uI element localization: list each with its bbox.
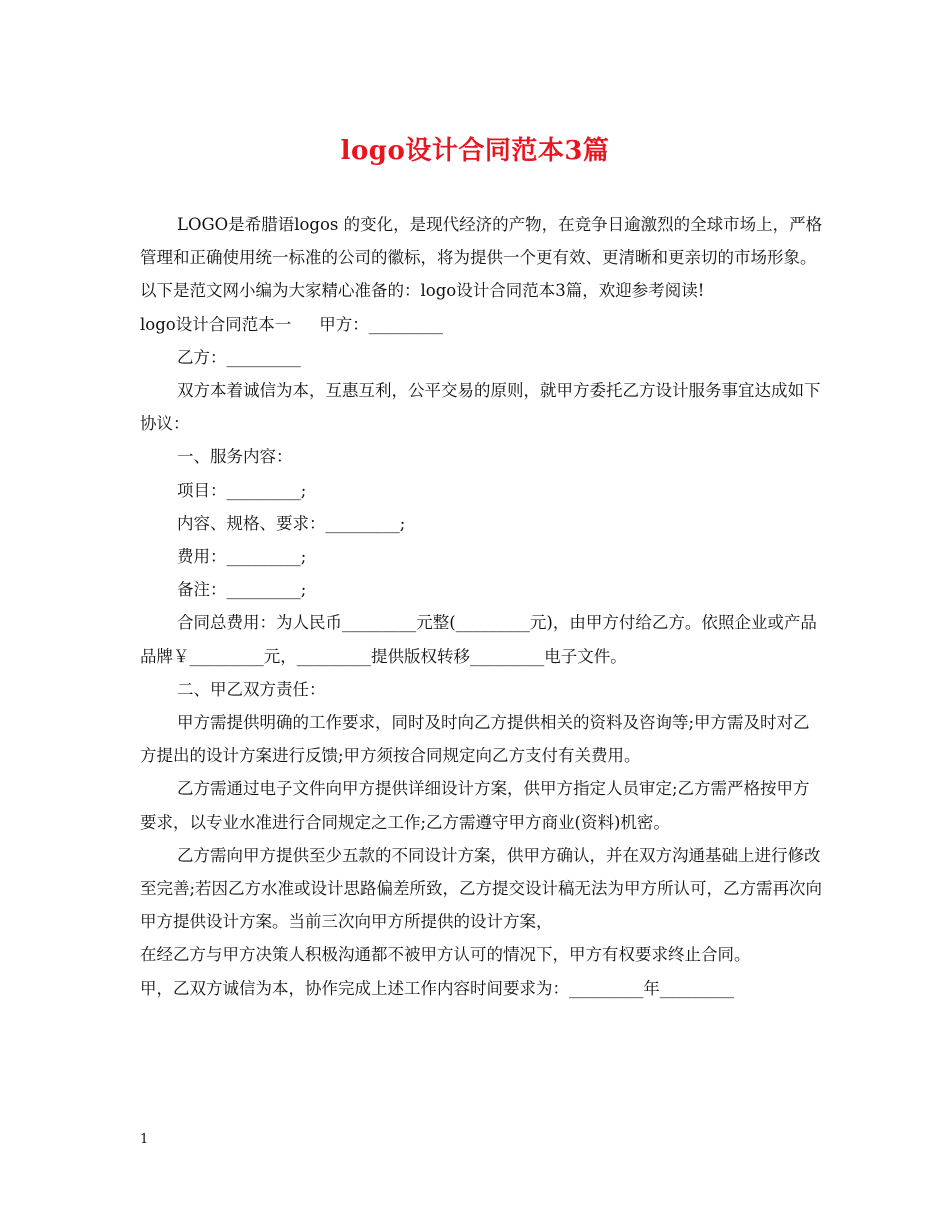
item-fee: 费用：_________; bbox=[177, 547, 307, 567]
duty-b-paragraph: 乙方需通过电子文件向甲方提供详细设计方案，供甲方指定人员审定;乙方需严格按甲方要求，以专业水准进行合同规定之工作;乙方需遵守甲方商业(资料)机密。 bbox=[140, 779, 810, 832]
section-one-heading: 一、服务内容： bbox=[177, 447, 293, 467]
party-a-field: 甲方：_________ bbox=[319, 314, 443, 334]
page-number: 1 bbox=[140, 1132, 149, 1147]
agreement-paragraph: 双方本着诚信为本，互惠互利，公平交易的原则，就甲方委托乙方设计服务事宜达成如下协议： bbox=[140, 381, 821, 434]
item-project: 项目：_________; bbox=[177, 480, 307, 500]
timeline-line: 甲，乙双方诚信为本，协作完成上述工作内容时间要求为：_________年_________ bbox=[140, 978, 734, 998]
item-note: 备注：_________; bbox=[177, 580, 307, 600]
party-b-field: 乙方：_________ bbox=[177, 347, 301, 367]
total-fee-paragraph: 合同总费用：为人民币_________元整(_________元)，由甲方付给乙方。依照企业或产品品牌￥_________元，_________提供版权转移_________电子文件。 bbox=[140, 613, 817, 666]
intro-paragraph: LOGO是希腊语logos 的变化，是现代经济的产物，在竞争日逾激烈的全球市场上，严格管理和正确使用统一标准的公司的徽标，将为提供一个更有效、更清晰和更亲切的市场形象。以下是范文网小编为大家精心准备的：logo设计合同范本3篇，欢迎参考阅读! bbox=[140, 215, 823, 301]
duty-b2-end-line: 在经乙方与甲方决策人积极沟通都不被甲方认可的情况下，甲方有权要求终止合同。 bbox=[140, 945, 751, 965]
contract-one-heading: logo设计合同范本一 bbox=[140, 314, 292, 334]
item-content: 内容、规格、要求：_________; bbox=[177, 513, 406, 533]
document-title: logo设计合同范本3篇 bbox=[340, 136, 610, 166]
duty-a-paragraph: 甲方需提供明确的工作要求，同时及时向乙方提供相关的资料及咨询等;甲方需及时对乙方提出的设计方案进行反馈;甲方须按合同规定向乙方支付有关费用。 bbox=[140, 713, 810, 766]
document-body bbox=[140, 208, 824, 1005]
contract-one-heading-line bbox=[140, 308, 824, 341]
duty-b2-paragraph: 乙方需向甲方提供至少五款的不同设计方案，供甲方确认，并在双方沟通基础上进行修改至完善;若因乙方水准或设计思路偏差所致，乙方提交设计稿无法为甲方所认可，乙方需再次向甲方提供设计方案。当前三次向甲方所提供的设计方案， bbox=[140, 845, 823, 932]
section-two-heading: 二、甲乙双方责任： bbox=[177, 679, 326, 699]
